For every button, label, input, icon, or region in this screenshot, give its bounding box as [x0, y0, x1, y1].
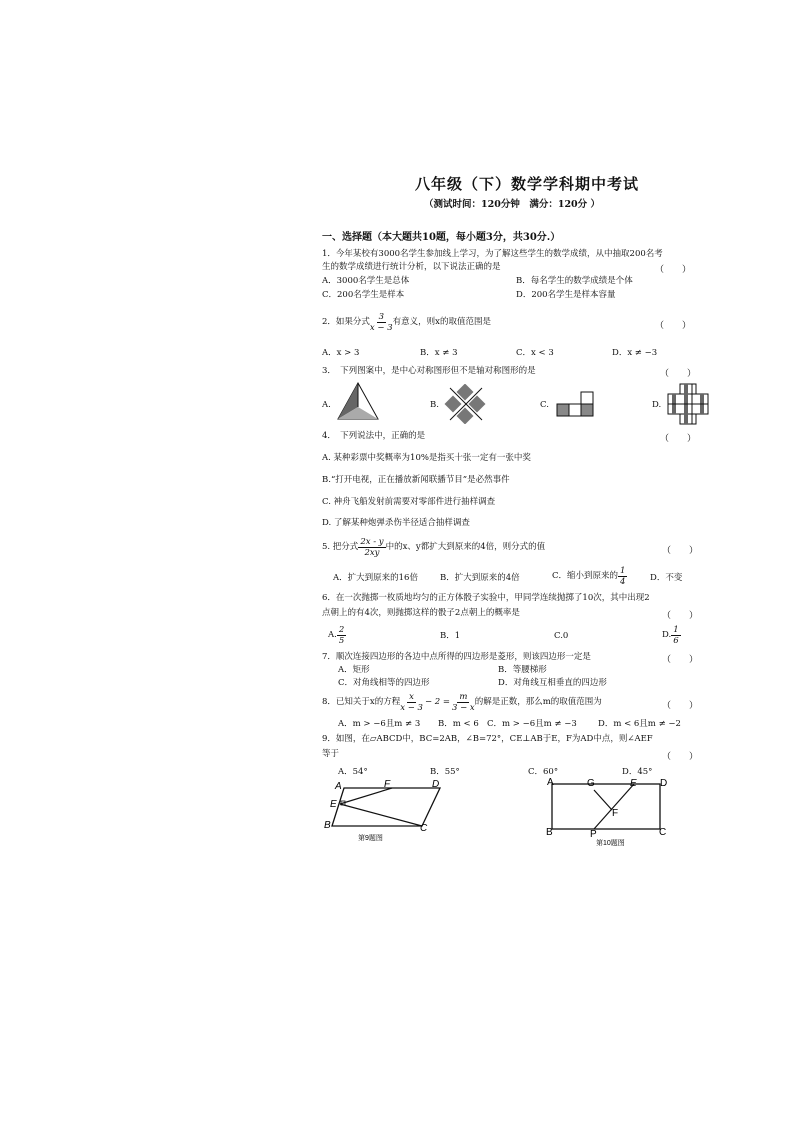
- q6-a-fraction: [337, 625, 346, 646]
- q1-answer-paren: （ ）: [655, 265, 692, 275]
- q8-fraction-1: [400, 692, 423, 713]
- q5-num: 2x - y: [360, 537, 384, 547]
- q6-option-c: C.0: [554, 631, 569, 641]
- fig9-label-e: E: [330, 799, 337, 810]
- fig10-label-g: G: [587, 778, 595, 789]
- q9-answer-paren: （ ）: [662, 752, 699, 762]
- q2-option-c: C．x < 3: [516, 348, 554, 358]
- fig10-rectangle: [552, 784, 660, 829]
- q7-option-d: D．对角线互相垂直的四边形: [498, 678, 607, 688]
- q4-option-b: B.“打开电视，正在播放新闻联播节目”是必然事件: [322, 475, 510, 485]
- q6-option-b: B．1: [440, 631, 461, 641]
- q8-post: 的解是正数，那么m的取值范围为: [474, 697, 602, 707]
- q1-option-d: D．200名学生是样本容量: [516, 290, 616, 300]
- q5-den: 2xy: [364, 548, 380, 558]
- q1-line1: 1．今年某校有3000名学生参加线上学习，为了解这些学生的数学成绩，从中抽取200名考: [322, 249, 663, 259]
- q7-stem: 7．顺次连接四边形的各边中点所得的四边形是菱形，则该四边形一定是: [322, 652, 591, 662]
- q8-option-a: A．m > −6且m ≠ 3: [338, 719, 421, 729]
- q3-stem: 3． 下列图案中，是中心对称图形但不是轴对称图形的是: [322, 366, 536, 376]
- fig9-caption: 第9题图: [358, 835, 383, 842]
- q4-option-a: A. 某种彩票中奖概率为10%是指买十张一定有一张中奖: [322, 453, 531, 463]
- fig10-label-d: D: [660, 778, 668, 789]
- figure-10: [542, 776, 672, 848]
- q1-line2: 生的数学成绩进行统计分析，以下说法正确的是: [322, 262, 501, 272]
- q1-option-a: A．3000名学生是总体: [322, 276, 410, 286]
- fig9-label-b: B: [324, 820, 331, 831]
- q6-line2: 点朝上的有4次，则抛掷这样的骰子2点朝上的概率是: [322, 608, 520, 618]
- q1-option-c: C．200名学生是样本: [322, 290, 405, 300]
- q2-pre: 2．如果分式: [322, 317, 370, 327]
- q4-option-c: C. 神舟飞船发射前需要对零部件进行抽样调查: [322, 497, 496, 507]
- q3-option-d: D.: [652, 400, 662, 410]
- q5-option-c: [552, 566, 627, 587]
- q5-option-d: D．不变: [650, 573, 683, 583]
- fig9-segment-ce: [340, 804, 422, 826]
- q2-option-d: D．x ≠ −3: [612, 348, 658, 358]
- q7-option-a: A．矩形: [338, 665, 370, 675]
- q8-pre: 8．已知关于x的方程: [322, 697, 401, 707]
- q3-figure-b: [444, 384, 488, 424]
- q6-answer-paren: （ ）: [662, 611, 699, 621]
- fig10-caption: 第10题图: [596, 840, 625, 847]
- fig10-label-f: F: [612, 808, 619, 819]
- q8-num-1: x: [409, 692, 414, 702]
- q7-option-c: C．对角线相等的四边形: [338, 678, 430, 688]
- q2-post: 有意义，则x的取值范围是: [392, 317, 491, 327]
- q3-option-a: A.: [322, 400, 331, 410]
- fig9-label-d: D: [432, 779, 440, 790]
- fig9-label-f: F: [384, 779, 391, 790]
- q8-answer-paren: （ ）: [662, 701, 699, 711]
- q8-stem: [322, 692, 602, 713]
- fig10-label-a: A: [547, 777, 554, 788]
- q6-line1: 6．在一次抛掷一枚质地均匀的正方体骰子实验中，甲同学连续抛掷了10次，其中出现2: [322, 593, 650, 603]
- fig10-label-b: B: [546, 827, 553, 838]
- fig10-segment-pe: [594, 784, 634, 829]
- q9-option-d: D．45°: [622, 767, 653, 777]
- q8-option-d: D．m < 6且m ≠ −2: [598, 719, 681, 729]
- q9-option-c: C．60°: [528, 767, 559, 777]
- q7-option-b: B．等腰梯形: [498, 665, 547, 675]
- q6-d-fraction: [671, 625, 680, 646]
- q3-figure-c: [556, 386, 600, 420]
- q5-c-den: 4: [620, 577, 626, 587]
- q5-post: 中的x、y都扩大到原来的4倍，则分式的值: [385, 542, 546, 552]
- q2-option-b: B．x ≠ 3: [420, 348, 458, 358]
- q6-a-den: 5: [338, 636, 345, 646]
- q2-fraction: [370, 312, 393, 333]
- fig10-label-c: C: [659, 827, 667, 838]
- q9-option-a: A．54°: [338, 767, 368, 777]
- q5-c-num: 1: [620, 566, 626, 576]
- q5-option-b: B．扩大到原来的4倍: [440, 573, 520, 583]
- q8-option-c: C．m > −6且m ≠ −3: [487, 719, 577, 729]
- exam-title: 八年级（下）数学学科期中考试: [415, 175, 640, 193]
- q2-den: x − 3: [369, 323, 393, 333]
- q3-answer-paren: （ ）: [660, 369, 697, 379]
- q6-d-num: 1: [673, 625, 679, 635]
- q3-figure-a: [336, 381, 380, 421]
- q5-answer-paren: （ ）: [662, 546, 699, 556]
- q6-option-d-text: D.: [662, 630, 672, 640]
- q2-answer-paren: （ ）: [655, 321, 692, 331]
- exam-subtitle: （测试时间：120分钟 满分：120分 ）: [424, 199, 600, 210]
- q3-option-b: B.: [430, 400, 439, 410]
- q8-den-2: 3 − x: [452, 703, 475, 713]
- q6-option-a: [328, 625, 346, 646]
- q7-answer-paren: （ ）: [662, 655, 699, 665]
- q2-stem: [322, 312, 491, 333]
- q1-option-b: B．每名学生的数学成绩是个体: [516, 276, 633, 286]
- figure-9: [322, 778, 442, 846]
- q6-d-den: 6: [673, 636, 679, 646]
- q8-option-b: B．m < 6: [438, 719, 479, 729]
- section-heading: 一、选择题（本大题共10题，每小题3分，共30分.）: [322, 232, 561, 243]
- q2-num: 3: [378, 312, 384, 322]
- fig10-label-p: P: [590, 829, 597, 840]
- fig9-label-c: C: [420, 823, 428, 834]
- q8-fraction-2: [452, 692, 475, 713]
- q3-figure-d: [664, 382, 712, 426]
- fig10-label-e: E: [630, 778, 637, 789]
- q5-fraction: [358, 537, 385, 558]
- q8-mid: − 2 =: [424, 697, 450, 707]
- q5-stem: [322, 537, 545, 558]
- q6-a-num: 2: [338, 625, 345, 635]
- q5-option-c-text: C．缩小到原来的: [552, 571, 619, 581]
- q6-option-d: [662, 625, 681, 646]
- q9-line2: 等于: [322, 749, 340, 759]
- q3-option-c: C.: [540, 400, 549, 410]
- q8-num-2: m: [459, 692, 468, 702]
- q9-option-b: B．55°: [430, 767, 460, 777]
- q5-pre: 5. 把分式: [322, 542, 359, 552]
- q4-answer-paren: （ ）: [660, 434, 697, 444]
- q4-stem: 4． 下列说法中，正确的是: [322, 431, 426, 441]
- q6-option-a-text: A.: [328, 630, 337, 640]
- fig9-label-a: A: [335, 781, 342, 792]
- q5-option-a: A．扩大到原来的16倍: [333, 573, 418, 583]
- fig10-segment-gf: [594, 790, 612, 810]
- q4-option-d: D. 了解某种炮弹杀伤半径适合抽样调查: [322, 518, 470, 528]
- q8-den-1: x − 3: [400, 703, 423, 713]
- q2-option-a: A．x > 3: [322, 348, 360, 358]
- fig9-parallelogram: [332, 788, 440, 826]
- fig9-segment-ef: [340, 788, 392, 804]
- q9-line1: 9．如图，在▱ABCD中，BC=2AB，∠B=72°，CE⊥AB于E，F为AD中点，则∠AEF: [322, 734, 653, 744]
- q5-c-fraction: [618, 566, 627, 587]
